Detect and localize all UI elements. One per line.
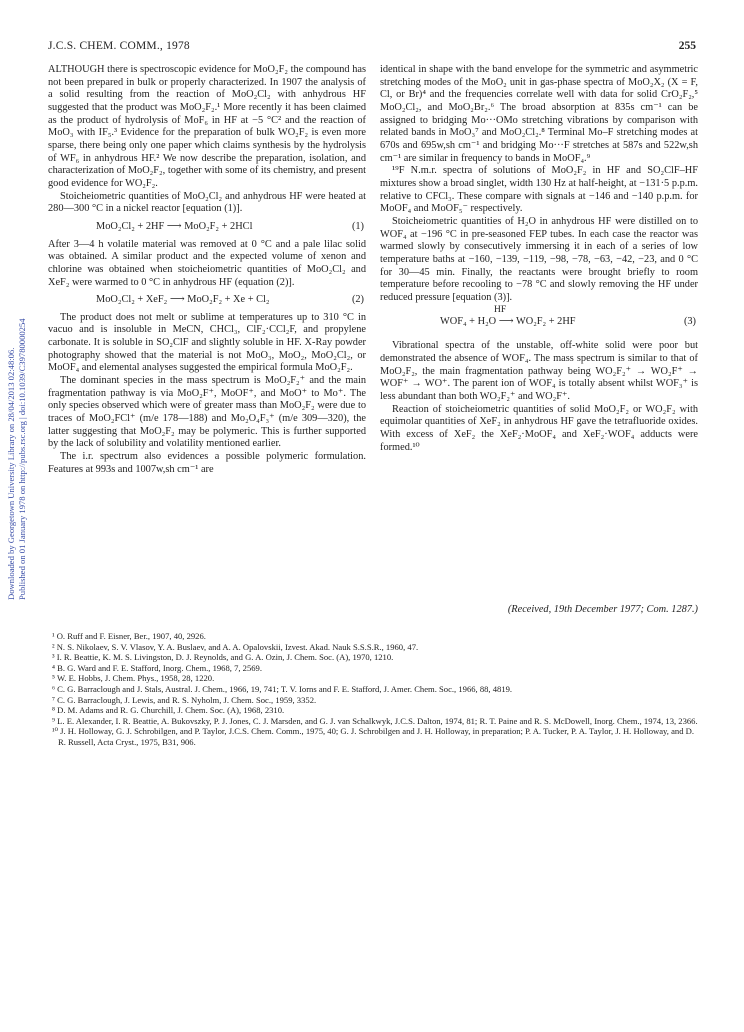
lead-word: ALTHOUGH	[48, 64, 105, 75]
paragraph-ir: The i.r. spectrum also evidences a possible polymeric formulation. Features at 993s and 1007w,sh cm⁻¹ are	[48, 451, 366, 475]
download-notice-line2[interactable]: Published on 01 January 1978 on http://pubs.rsc.org | doi:10.1039/C39780000254	[17, 318, 27, 600]
paragraph-hydrolysis: Stoicheiometric quantities of H₂O in anhydrous HF were distilled on to WOF₄ at −196 °C in pre-seasoned FEP tubes. In each case the reactor was warmed slowly by consecutively immersing it in each of a series of low temperature baths at −160, −139, −119, −98, −78, −63, −42, −23, and 0 °C for 30—45 min. Finally, the reactants were brought briefly to room temperature before recooling to −78 °C and slowly removing the HF under reduced pressure [equation (3)].	[380, 215, 698, 303]
equation-2	[48, 294, 366, 307]
reference-item: ⁶ C. G. Barraclough and J. Stals, Austral. J. Chem., 1966, 19, 741; T. V. Iorns and F. E. Stafford, J. Amer. Chem. Soc., 1966, 88, 4819.	[52, 683, 513, 694]
paragraph-reaction-1: Stoicheiometric quantities of MoO₂Cl₂ and anhydrous HF were heated at 280—300 °C in a nickel reactor [equation (1)].	[48, 190, 366, 215]
equation-2-number: (2)	[351, 294, 364, 306]
paragraph-nmr: ¹⁹F N.m.r. spectra of solutions of MoO₂F₂ in HF and SO₂ClF–HF mixtures show a broad singlet, width 130 Hz at half-height, at −131·5 p.p.m. relative to CFCl₃. These compare with signals at −146 and −140 p.p.m. for MoOF₄ and MoOF₅⁻ respectively.	[380, 165, 698, 215]
reference-item: ⁸ D. M. Adams and R. G. Churchill, J. Chem. Soc. (A), 1968, 2310.	[52, 705, 285, 716]
reference-item: ⁵ W. E. Hobbs, J. Chem. Phys., 1958, 28, 1220.	[52, 673, 215, 684]
paragraph-intro-text: there is spectroscopic evidence for MoO₂F₂ the compound has not been prepared in bulk or properly characterized. In 1907 the analysis of a solid resulting from the reaction of MoO₂Cl₂ with anhydrous HF suggested that the product was MoO₂F₂.¹ More recently it has been claimed as the product of hydrolysis of MoF₆ in HF at −5 °C² and the reaction of MoO₃ with IF₅.³ Evidence for the preparation of bulk WO₂F₂ is even more sparse, there being only one paper which claims synthesis by the hydrolysis of WF₆ in anhydrous HF.² We now describe the preparation, isolation, and characterization of MoO₂F₂, together with some of its chemistry, and present good evidence for WO₂F₂.	[48, 64, 366, 189]
download-notice-line1: Downloaded by Georgetown University Library on 28/04/2013 02:48:06.	[6, 347, 16, 600]
paragraph-intro	[48, 64, 366, 191]
left-column	[48, 64, 366, 476]
equation-1-body: MoO₂Cl₂ + 2HF ⟶ MoO₂F₂ + 2HCl	[96, 220, 253, 232]
equation-1-number: (1)	[351, 220, 364, 232]
running-header	[48, 40, 696, 56]
paragraph-ir-continued: identical in shape with the band envelope for the symmetric and asymmetric stretching modes of the MoO₂ unit in gas-phase spectra of MoO₂X₂ (X = F, Cl, or Br)⁴ and the frequencies correlate well with data for solid CrO₂F₂,⁵ MoO₂Cl₂, and MoO₂Br₂.⁶ The broad absorption at 835s cm⁻¹ can be assigned to bridging Mo···OMo stretching vibrations by comparison with related bands in MoO₃⁷ and MoO₂Cl₂.⁸ Terminal Mo–F stretching modes at 670s and 695w,sh cm⁻¹ and bridging Mo···F stretches at 587s and 522w,sh cm⁻¹ are similar in frequency to bands in MoOF₄.⁹	[380, 64, 698, 164]
paragraph-mass-spectrum: The dominant species in the mass spectrum is MoO₂F₂⁺ and the main fragmentation pathway is via MoO₂F⁺, MoOF⁺, and MoO⁺ to Mo⁺. The only species observed which were of greater mass than MoO₂F₂ were due to traces of MoO₂FCl⁺ (m/e 178—188) and Mo₂O₄F₃⁺ (m/e 309—320), the latter suggesting that MoO₂F₂ may be polymeric. This is further supported by the lack of solubility and volatility mentioned earlier.	[48, 375, 366, 450]
paragraph-reaction-2: After 3—4 h volatile material was removed at 0 °C and a pale lilac solid was obtained. A similar product and the expected volume of xenon and chlorine was obtained when stoicheiometric quantities of MoO₂Cl₂ and XeF₂ were warmed to 0 °C in anhydrous HF (equation (2)].	[48, 238, 366, 288]
reference-item: ⁴ B. G. Ward and F. E. Stafford, Inorg. Chem., 1968, 7, 2569.	[52, 662, 263, 673]
reference-item: ⁷ C. G. Barraclough, J. Lewis, and R. S. Nyholm, J. Chem. Soc., 1959, 3352.	[52, 694, 317, 705]
right-column	[380, 64, 698, 454]
paragraph-vibrational: Vibrational spectra of the unstable, off-white solid were poor but demonstrated the absence of WOF₄. The mass spectrum is similar to that of MoO₂F₂, the main fragmentation pathway being WO₂F₂⁺ → WO₂F⁺ → WOF⁺ → WO⁺. The parent ion of WOF₄ is totally absent whilst WOF₃⁺ is less abundant than both WO₂F₂⁺ and WO₂F⁺.	[380, 340, 698, 403]
journal-title: J.C.S. CHEM. COMM., 1978	[48, 40, 190, 52]
reference-item: ¹ O. Ruff and F. Eisner, Ber., 1907, 40, 2926.	[52, 631, 206, 641]
reference-item: ³ I. R. Beattie, K. M. S. Livingston, D. J. Reynolds, and G. A. Ozin, J. Chem. Soc. (A), 1970, 1210.	[52, 652, 394, 663]
reference-item: ⁹ L. E. Alexander, I. R. Beattie, A. Bukovszky, P. J. Jones, C. J. Marsden, and G. J. van Schalkwyk, J.C.S. Dalton, 1974, 81; R. T. Paine and R. S. McDowell, Inorg. Chem., 1974, 13, 2366.	[52, 715, 698, 726]
equation-3-body: WOF₄ + H₂O ⟶ WO₂F₂ + 2HF	[440, 316, 576, 328]
paragraph-properties: The product does not melt or sublime at temperatures up to 310 °C in vacuo and is insoluble in MeCN, CHCl₃, ClF₂·CCl₂F, and propylene carbonate. It is soluble in SO₂ClF and slightly soluble in HF. X-Ray powder photography showed that the material is not MoO₃, MoO₂, MoO₂Cl₂, or MoOF₄ and elemental analyses suggested the empirical formula MoO₂F₂.	[48, 311, 366, 374]
paragraph-xef2: Reaction of stoicheiometric quantities of solid MoO₂F₂ or WO₂F₂ with equimolar quantities of XeF₂ in anhydrous HF gave the tetrafluoride oxides. With excess of XeF₂ the XeF₂·MoOF₄ and XeF₂·WOF₄ adducts were formed.¹⁰	[380, 403, 698, 453]
received-date: (Received, 19th December 1977; Com. 1287.)	[507, 604, 698, 615]
equation-3-number: (3)	[683, 316, 696, 328]
equation-3	[380, 305, 698, 332]
download-notice	[6, 318, 28, 600]
reference-item: ¹⁰ J. H. Holloway, G. J. Schrobilgen, and P. Taylor, J.C.S. Chem. Comm., 1975, 40; G. J. Schrobilgen and J. H. Holloway, in preparation; P. A. Tucker, P. A. Taylor, J. H. Holloway, and D. R. Russell, Acta Cryst., 1975, B31, 906.	[52, 726, 695, 747]
reference-item: ² N. S. Nikolaev, S. V. Vlasov, Y. A. Buslaev, and A. A. Opalovskii, Izvest. Akad. Nauk S.S.S.R., 1960, 47.	[52, 641, 419, 652]
equation-3-solvent: HF	[494, 305, 507, 316]
references-list	[48, 631, 698, 748]
page-number: 255	[678, 40, 696, 52]
equation-2-body: MoO₂Cl₂ + XeF₂ ⟶ MoO₂F₂ + Xe + Cl₂	[96, 294, 270, 306]
equation-1	[48, 221, 366, 234]
